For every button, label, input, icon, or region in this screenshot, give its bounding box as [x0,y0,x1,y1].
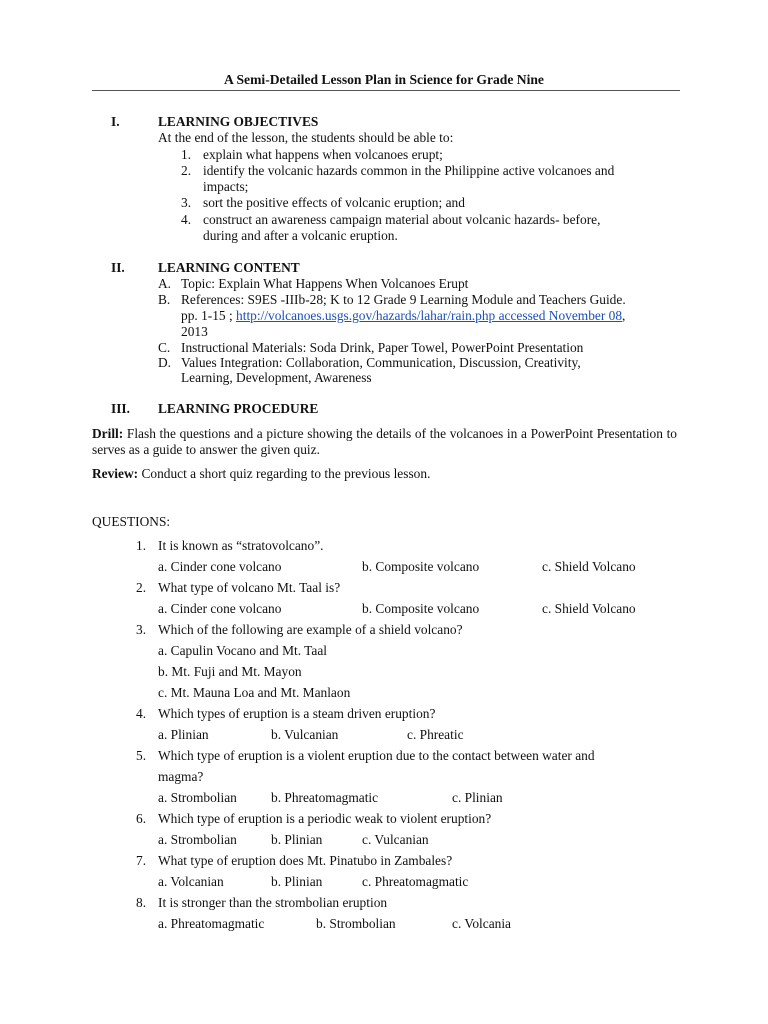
section-heading-procedure: LEARNING PROCEDURE [158,401,319,416]
review-text: Conduct a short quiz regarding to the previous lesson. [138,466,431,481]
section-number-procedure: III. [111,401,130,416]
choice-b: b. Composite volcano [362,559,480,574]
content-letter: A. [158,276,172,291]
choice-c: c. Plinian [452,790,503,805]
choice-b: b. Strombolian [316,916,396,931]
choice-a: a. Cinder cone volcano [158,559,282,574]
references-line2 [181,308,625,324]
objectives-intro: At the end of the lesson, the students should be able to: [158,130,454,145]
objective-text: explain what happens when volcanoes erupt; [203,147,443,162]
drill-paragraph [92,426,677,458]
choice-a: a. Capulin Vocano and Mt. Taal [158,643,328,658]
choice-b: b. Plinian [271,832,323,847]
review-paragraph [92,466,677,482]
references-year: 2013 [181,324,208,339]
section-number-objectives: I. [111,114,120,129]
section-heading-content: LEARNING CONTENT [158,260,300,275]
question-text: Which type of eruption is a violent eruption due to the contact between water and [158,748,595,763]
references-text: S9ES -IIIb-28; K to 12 Grade 9 Learning Module and Teachers Guide. [244,292,626,307]
question-text: Which of the following are example of a shield volcano? [158,622,463,637]
objective-number: 4. [181,212,192,227]
references-pages: pp. 1-15 ; [181,308,237,323]
choice-c: c. Shield Volcano [542,559,636,574]
question-number: 6. [136,811,147,826]
choice-c: c. Vulcanian [362,832,429,847]
question-text: What type of eruption does Mt. Pinatubo in Zambales? [158,853,453,868]
question-number: 3. [136,622,147,637]
choice-a: a. Plinian [158,727,209,742]
question-number: 8. [136,895,147,910]
objective-text: construct an awareness campaign material about volcanic hazards- before, [203,212,601,227]
choice-a: a. Strombolian [158,832,237,847]
title-rule [92,90,680,91]
content-values-cont: Learning, Development, Awareness [181,370,372,385]
question-text: It is known as “stratovolcano”. [158,538,324,553]
questions-label: QUESTIONS: [92,514,171,529]
choice-a: a. Strombolian [158,790,237,805]
objective-text: identify the volcanic hazards common in the Philippine active volcanoes and [203,163,615,178]
references-label: References: [181,292,245,307]
objective-number: 1. [181,147,192,162]
objective-text-cont: impacts; [203,179,249,194]
choice-b: b. Phreatomagmatic [271,790,379,805]
objective-number: 2. [181,163,192,178]
content-letter: D. [158,355,172,370]
drill-label: Drill: [92,426,124,441]
materials-text: Soda Drink, Paper Towel, PowerPoint Presentation [306,340,584,355]
question-number: 4. [136,706,147,721]
choice-c: c. Mt. Mauna Loa and Mt. Manlaon [158,685,351,700]
choice-a: a. Cinder cone volcano [158,601,282,616]
document-title: A Semi-Detailed Lesson Plan in Science for Grade Nine [224,72,544,87]
question-text: Which type of eruption is a periodic weak to violent eruption? [158,811,492,826]
choice-c: c. Phreatomagmatic [362,874,469,889]
question-text: What type of volcano Mt. Taal is? [158,580,341,595]
section-number-content: II. [111,260,125,275]
question-text-cont: magma? [158,769,204,784]
question-number: 5. [136,748,147,763]
question-text: Which types of eruption is a steam driven eruption? [158,706,436,721]
content-letter: B. [158,292,171,307]
references-link[interactable]: http://volcanoes.usgs.gov/hazards/lahar/rain.php accessed November 08 [236,308,623,323]
choice-c: c. Shield Volcano [542,601,636,616]
question-text: It is stronger than the strombolian eruption [158,895,388,910]
review-label: Review: [92,466,139,481]
objective-text-cont: during and after a volcanic eruption. [203,228,398,243]
drill-text: Flash the questions and a picture showing the details of the volcanoes in a PowerPoint Presentation to serves as a guide to answer the given quiz. [92,426,677,457]
choice-c: c. Phreatic [407,727,464,742]
materials-label: Instructional Materials: [181,340,307,355]
section-heading-objectives: LEARNING OBJECTIVES [158,114,319,129]
content-references [181,292,626,308]
choice-a: a. Volcanian [158,874,224,889]
question-number: 7. [136,853,147,868]
content-values: Values Integration: Collaboration, Communication, Discussion, Creativity, [181,355,581,370]
choice-b: b. Vulcanian [271,727,339,742]
choice-c: c. Volcania [452,916,512,931]
objective-number: 3. [181,195,192,210]
choice-b: b. Plinian [271,874,323,889]
choice-b: b. Mt. Fuji and Mt. Mayon [158,664,302,679]
objective-text: sort the positive effects of volcanic eruption; and [203,195,465,210]
content-topic: Topic: Explain What Happens When Volcanoes Erupt [181,276,469,291]
question-number: 2. [136,580,147,595]
references-comma: , [622,308,626,323]
choice-a: a. Phreatomagmatic [158,916,265,931]
choice-b: b. Composite volcano [362,601,480,616]
content-materials [181,340,583,356]
content-letter: C. [158,340,171,355]
question-number: 1. [136,538,147,553]
